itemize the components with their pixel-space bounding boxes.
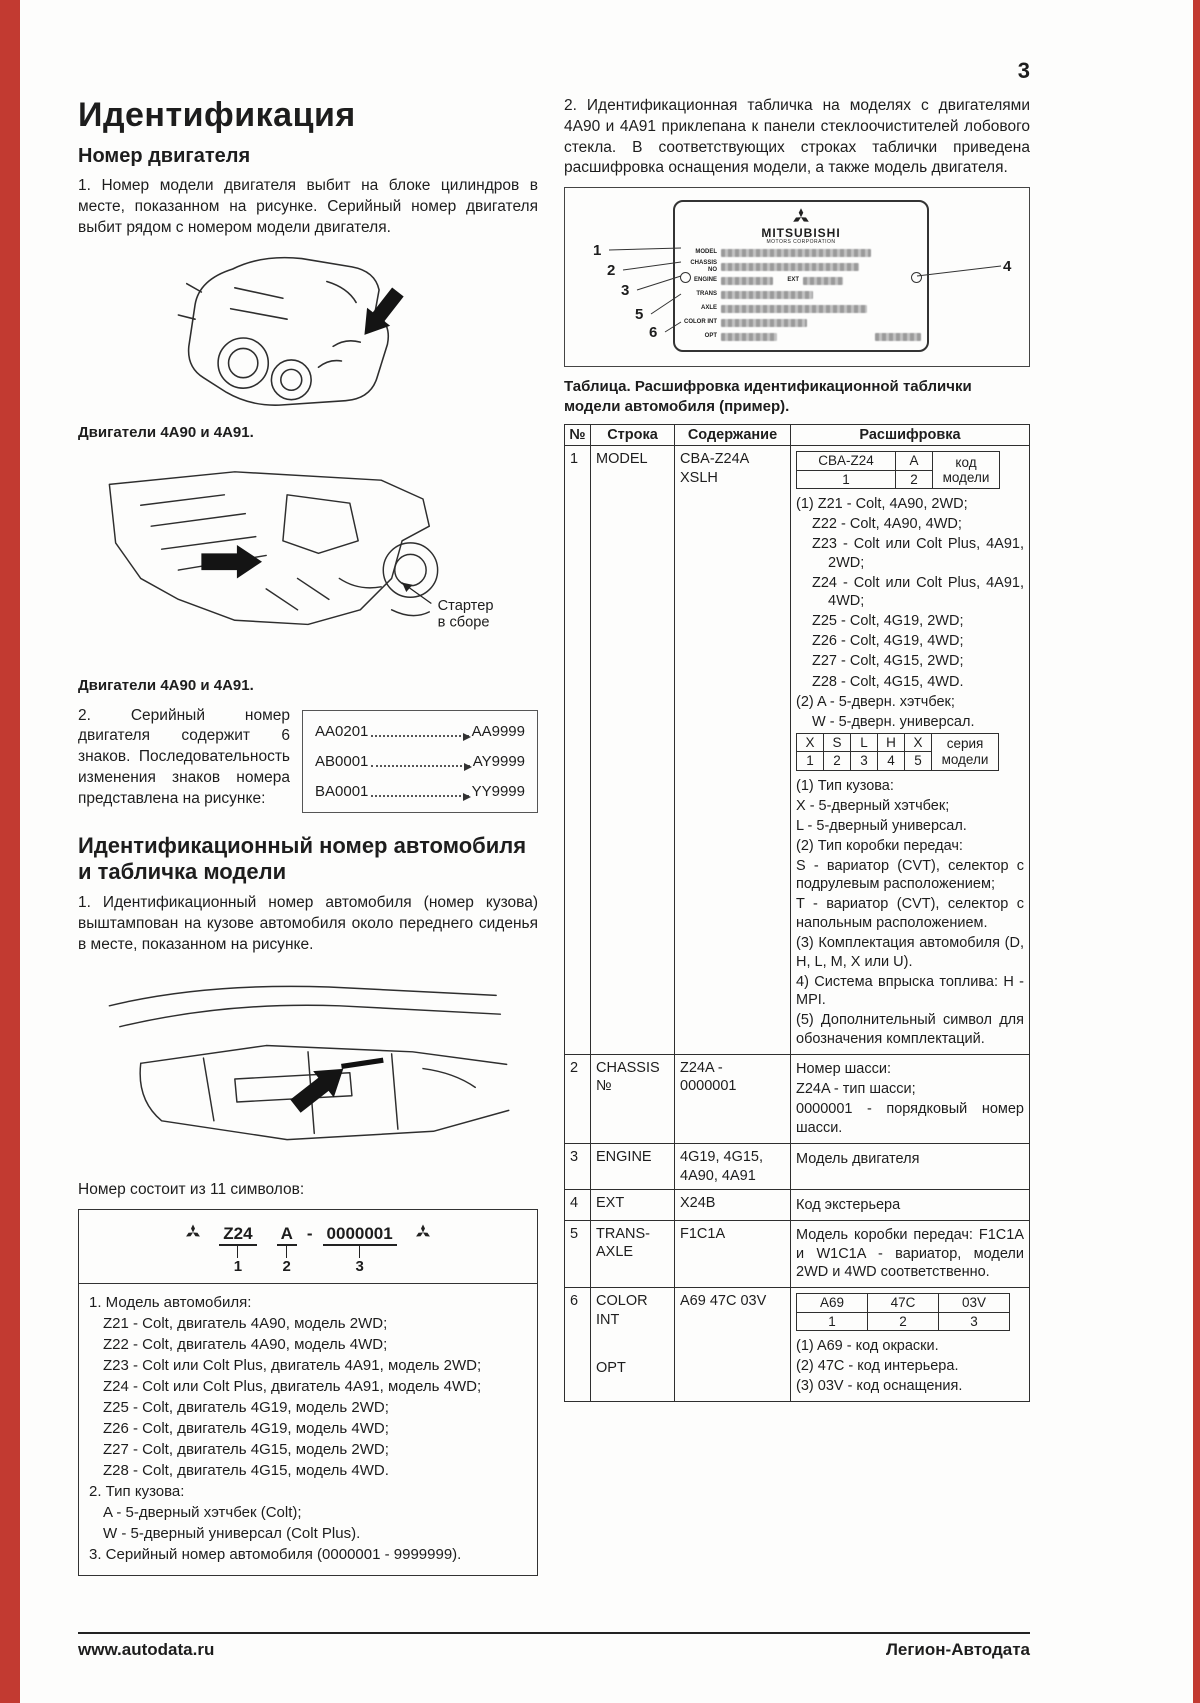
decode-line: (3) 03V - код оснащения. xyxy=(796,1378,963,1395)
page-title: Идентификация xyxy=(78,96,356,134)
sub-cell: 5 xyxy=(905,752,932,771)
vin-legend xyxy=(79,1284,537,1575)
cell-decode xyxy=(791,1220,1030,1288)
col-header-decode: Расшифровка xyxy=(791,425,1030,446)
vin-model-code: Z24 xyxy=(219,1224,256,1246)
cell-name: CHASSIS № xyxy=(591,1054,675,1143)
table-row-chassis xyxy=(565,1054,1030,1143)
figure-engine-side-view xyxy=(78,453,538,675)
cell-decode xyxy=(791,446,1030,1055)
plate-label: CHASSIS NO xyxy=(690,260,717,273)
plate-row-trans xyxy=(681,288,921,301)
page-footer xyxy=(78,1632,1030,1660)
table-row-ext xyxy=(565,1190,1030,1221)
vin-dash: - xyxy=(306,1223,313,1243)
serial-from: BA0001 xyxy=(315,782,369,800)
red-edge-right xyxy=(1193,0,1200,1703)
decode-line: (1) Z21 - Colt, 4A90, 2WD; xyxy=(796,496,968,513)
decode-table xyxy=(564,424,1030,1402)
engine-number-heading: Номер двигателя xyxy=(78,145,251,167)
cell-decode xyxy=(791,1288,1030,1402)
name-line: OPT xyxy=(596,1360,626,1377)
serial-range-row xyxy=(315,753,525,770)
sub-cell: 03V xyxy=(939,1294,1010,1313)
col-header-num: № xyxy=(565,425,591,446)
decode-line: (1) A69 - код окраски. xyxy=(796,1338,939,1355)
serial-to: AA9999 xyxy=(471,722,525,740)
plate-logo xyxy=(681,208,921,245)
plate-row-chassis xyxy=(681,260,921,273)
decode-line: L - 5-дверный универсал. xyxy=(796,817,967,834)
content-line: 4G19, 4G15, xyxy=(680,1149,764,1166)
sub-cell: X xyxy=(905,733,932,752)
sub-cell: 3 xyxy=(851,752,878,771)
serial-from: AB0001 xyxy=(315,752,369,770)
red-edge-left xyxy=(0,0,20,1703)
cell-content xyxy=(675,446,791,1055)
left-column xyxy=(78,96,538,1576)
rivet-hole-icon xyxy=(911,272,922,283)
legend-line: 2. Тип кузова: xyxy=(89,1482,185,1500)
decode-line: Z24A - тип шасси; xyxy=(796,1081,916,1098)
legend-line: Z26 - Colt, двигатель 4G19, модель 4WD; xyxy=(103,1419,389,1437)
arrow-leader-icon xyxy=(371,788,468,797)
plate-callout-5: 5 xyxy=(635,306,644,324)
sub-cell: 1 xyxy=(797,752,824,771)
legend-line: Z22 - Colt, двигатель 4А90, модель 4WD; xyxy=(103,1335,388,1353)
sub-label: код модели xyxy=(933,452,1000,489)
arrow-leader-icon xyxy=(371,728,468,737)
figure2-caption: Двигатели 4А90 и 4А91. xyxy=(78,676,254,694)
color-code-subtable xyxy=(796,1293,1010,1331)
legend-line: Z28 - Colt, двигатель 4G15, модель 4WD. xyxy=(103,1461,389,1479)
cell-name: EXT xyxy=(591,1190,675,1221)
serial-to: AY9999 xyxy=(472,752,525,770)
legend-line: A - 5-дверный хэтчбек (Colt); xyxy=(103,1503,302,1521)
decode-line: Z26 - Colt, 4G19, 4WD; xyxy=(812,633,964,650)
sub-cell: A69 xyxy=(797,1294,868,1313)
table-row-color-int-opt xyxy=(565,1288,1030,1402)
cell-num: 1 xyxy=(565,446,591,1055)
table-row-model xyxy=(565,446,1030,1055)
figure1-caption: Двигатели 4А90 и 4А91. xyxy=(78,423,254,441)
table-row-engine xyxy=(565,1144,1030,1190)
cell-num: 3 xyxy=(565,1144,591,1190)
content-line: XSLH xyxy=(680,469,718,486)
plate-field-blur xyxy=(721,305,867,313)
model-code-subtable xyxy=(796,451,1000,489)
serial-number-paragraph: 2. Серийный номер двигателя содержит 6 знаков. Последовательность изменения знаков номера представлена на рисунке: xyxy=(78,706,290,807)
col-header-stroka: Строка xyxy=(591,425,675,446)
cell-num: 2 xyxy=(565,1054,591,1143)
serial-to: YY9999 xyxy=(471,782,525,800)
vin-part-body xyxy=(277,1224,297,1275)
decode-line: (3) Комплектация автомобиля (D, H, L, M, X или U). xyxy=(796,935,1024,970)
serial-from: AA0201 xyxy=(315,722,369,740)
cell-content: A69 47C 03V xyxy=(675,1288,791,1402)
right-column xyxy=(564,96,1030,1576)
engine-number-paragraph: 1. Номер модели двигателя выбит на блоке цилиндров в месте, показанном на рисунке. Серийный номер двигателя выбит рядом с номером модели двигателя. xyxy=(78,177,538,236)
plate-paragraph: 2. Идентификационная табличка на моделях с двигателями 4А90 и 4А91 приклепана к панели стеклоочистителей лобового стекла. В соответствующих строках таблички приведена расшифровка оснащения модели, а также модель двигателя. xyxy=(564,97,1030,177)
engine-side-drawing xyxy=(78,453,538,675)
cell-name: ENGINE xyxy=(591,1144,675,1190)
cell-num: 5 xyxy=(565,1220,591,1288)
sub-label: серия модели xyxy=(932,733,999,770)
mitsubishi-brand: MITSUBISHI xyxy=(761,226,841,241)
decode-line: (2) Тип коробки передач: xyxy=(796,837,963,854)
decode-line: Номер шасси: xyxy=(796,1061,891,1078)
vin-heading: Идентификационный номер автомобиля и табличка модели xyxy=(78,833,527,885)
sub-cell: 4 xyxy=(878,752,905,771)
tick-line xyxy=(237,1246,238,1258)
decode-line: X - 5-дверный хэтчбек; xyxy=(796,797,950,814)
name-line: COLOR xyxy=(596,1293,648,1310)
plate-field-blur xyxy=(721,333,777,341)
legend-line: 1. Модель автомобиля: xyxy=(89,1293,252,1311)
vin-paragraph: 1. Идентификационный номер автомобиля (номер кузова) выштампован на кузове автомобиля около переднего сиденья в месте, показанном на рисунке. xyxy=(78,894,538,953)
vin-serial-code: 0000001 xyxy=(323,1224,397,1246)
mitsubishi-logo-icon xyxy=(185,1224,201,1242)
cell-content xyxy=(675,1144,791,1190)
vin-part-model xyxy=(219,1224,256,1275)
cell-name: MODEL xyxy=(591,446,675,1055)
cell-num: 4 xyxy=(565,1190,591,1221)
table-row-transaxle xyxy=(565,1220,1030,1288)
decode-line: Код экстерьера xyxy=(796,1196,901,1213)
car-floor-drawing xyxy=(78,964,538,1178)
plate-label: ENGINE xyxy=(693,277,717,284)
sub-cell: CBA-Z24 xyxy=(797,452,896,471)
tick-line xyxy=(286,1246,287,1258)
sub-cell: 47C xyxy=(868,1294,939,1313)
decode-line: Z25 - Colt, 4G19, 2WD; xyxy=(812,613,964,630)
decode-line: Z22 - Colt, 4A90, 4WD; xyxy=(812,516,962,533)
footer-rule xyxy=(78,1632,1030,1634)
figure-engine-top-view xyxy=(78,246,538,422)
cell-content: F1C1A xyxy=(675,1220,791,1288)
cell-content xyxy=(675,1054,791,1143)
footer-website: www.autodata.ru xyxy=(78,1640,215,1659)
plate-label: COLOR INT xyxy=(684,319,717,326)
sub-cell: 3 xyxy=(939,1312,1010,1331)
legend-line: Z25 - Colt, двигатель 4G19, модель 2WD; xyxy=(103,1398,389,1416)
cell-name xyxy=(591,1288,675,1402)
sub-cell: 2 xyxy=(896,470,933,489)
vin-part-serial xyxy=(323,1224,397,1275)
vin-body-code: A xyxy=(277,1224,297,1246)
mitsubishi-brand-sub: MOTORS CORPORATION xyxy=(766,239,836,246)
name-line: INT xyxy=(596,1311,620,1328)
decode-line: Z23 - Colt или Colt Plus, 4A91, 2WD; xyxy=(812,536,1024,571)
decode-line: Модель коробки передач: F1C1A и W1C1A - вариатор, модели 2WD и 4WD соответственно. xyxy=(796,1227,1024,1281)
legend-line: Z23 - Colt или Colt Plus, двигатель 4А91, модель 2WD; xyxy=(103,1356,482,1374)
series-code-subtable xyxy=(796,733,999,771)
decode-line: Z24 - Colt или Colt Plus, 4A91, 4WD; xyxy=(812,574,1024,610)
plate-label: OPT xyxy=(704,333,717,340)
stamp-mark xyxy=(341,1060,383,1066)
plate-field-blur xyxy=(721,291,813,299)
plate-label: TRANS xyxy=(696,291,717,298)
starter-label-line1: Стартер xyxy=(437,597,494,614)
footer-publisher: Легион-Автодата xyxy=(885,1640,1030,1659)
location-arrow-icon xyxy=(201,545,262,578)
starter-label-line2: в сборе xyxy=(437,614,490,631)
decode-line: 4) Система впрыска топлива: H - MPI. xyxy=(796,973,1024,1009)
plate-label-ext: EXT xyxy=(787,277,799,284)
rivet-hole-icon xyxy=(680,272,691,283)
plate-callout-3: 3 xyxy=(621,282,630,300)
plate-row-axle xyxy=(681,302,921,315)
sub-cell: 2 xyxy=(824,752,851,771)
vin-callout-1: 1 xyxy=(233,1257,243,1275)
sub-cell: A xyxy=(896,452,933,471)
serial-number-section xyxy=(78,706,538,818)
vin-intro: Номер состоит из 11 символов: xyxy=(78,1180,305,1198)
legend-line: 3. Серийный номер автомобиля (0000001 - 9999999). xyxy=(89,1545,462,1563)
plate-field-blur xyxy=(875,333,921,341)
serial-range-row xyxy=(315,723,525,740)
page-number: 3 xyxy=(1017,58,1030,83)
decode-line: Z28 - Colt, 4G15, 4WD. xyxy=(812,673,964,690)
decode-line: T - вариатор (CVT), селектор с напольным расположением. xyxy=(796,896,1024,932)
plate-callout-2: 2 xyxy=(607,262,616,280)
plate-field-blur xyxy=(721,263,859,271)
content-line: 0000001 xyxy=(680,1078,737,1095)
page-content xyxy=(78,96,1030,1576)
decode-line: W - 5-дверн. универсал. xyxy=(812,713,975,730)
decode-line: S - вариатор (CVT), селектор с подрулевым расположением; xyxy=(796,857,1024,893)
mitsubishi-logo-icon xyxy=(792,208,810,222)
plate-callout-6: 6 xyxy=(649,324,658,342)
sub-cell: 1 xyxy=(797,470,896,489)
engine-top-drawing xyxy=(78,246,538,422)
cell-num: 6 xyxy=(565,1288,591,1402)
cell-name: TRANS-AXLE xyxy=(591,1220,675,1288)
figure-body-stamp-location xyxy=(78,964,538,1178)
plate-label: MODEL xyxy=(695,249,717,256)
mitsubishi-logo-icon xyxy=(415,1224,431,1242)
plate-label: AXLE xyxy=(700,305,717,312)
plate-row-color-int xyxy=(681,316,921,329)
plate-callout-1: 1 xyxy=(593,242,602,260)
legend-line: Z27 - Colt, двигатель 4G15, модель 2WD; xyxy=(103,1440,389,1458)
plate-field-blur xyxy=(721,277,773,285)
decode-line: (2) A - 5-дверн. хэтчбек; xyxy=(796,693,955,710)
legend-line: Z21 - Colt, двигатель 4А90, модель 2WD; xyxy=(103,1314,388,1332)
id-plate xyxy=(673,200,929,352)
sub-cell: L xyxy=(851,733,878,752)
decode-table-caption: Таблица. Расшифровка идентификационной таблички модели автомобиля (пример). xyxy=(564,378,972,415)
cell-decode xyxy=(791,1190,1030,1221)
plate-row-opt xyxy=(681,330,921,343)
content-line: 4A90, 4A91 xyxy=(680,1167,756,1184)
decode-line: (1) Тип кузова: xyxy=(796,777,894,794)
plate-row-model xyxy=(681,246,921,259)
content-line: Z24A - xyxy=(680,1059,723,1076)
table-header-row xyxy=(565,425,1030,446)
figure-id-plate xyxy=(564,187,1030,367)
sub-cell: H xyxy=(878,733,905,752)
vin-callout-3: 3 xyxy=(355,1257,364,1275)
vin-number-box xyxy=(78,1209,538,1576)
sub-cell: 2 xyxy=(868,1312,939,1331)
cell-content: X24B xyxy=(675,1190,791,1221)
plate-row-engine xyxy=(681,274,921,287)
decode-line: 0000001 - порядковый номер шасси. xyxy=(796,1101,1024,1136)
sub-cell: X xyxy=(797,733,824,752)
plate-field-blur xyxy=(721,319,807,327)
starter-pointer-icon xyxy=(402,583,412,592)
content-line: CBA-Z24A xyxy=(680,451,750,468)
cell-decode xyxy=(791,1054,1030,1143)
sub-cell: S xyxy=(824,733,851,752)
plate-field-blur xyxy=(803,277,843,285)
plate-field-blur xyxy=(721,249,871,257)
sub-cell: 1 xyxy=(797,1312,868,1331)
vin-callout-2: 2 xyxy=(282,1257,291,1275)
serial-number-diagram xyxy=(302,710,538,813)
decode-line: Модель двигателя xyxy=(796,1150,920,1167)
decode-line: (5) Дополнительный символ для обозначения комплектаций. xyxy=(796,1012,1024,1047)
col-header-content: Содержание xyxy=(675,425,791,446)
tick-line xyxy=(359,1246,360,1258)
vin-diagram xyxy=(79,1210,537,1284)
location-arrow-icon xyxy=(353,283,410,344)
serial-range-row xyxy=(315,783,525,800)
legend-line: W - 5-дверный универсал (Colt Plus). xyxy=(103,1524,361,1542)
arrow-leader-icon xyxy=(371,758,469,767)
legend-line: Z24 - Colt или Colt Plus, двигатель 4А91, модель 4WD; xyxy=(103,1377,482,1395)
plate-callout-4: 4 xyxy=(1003,258,1012,276)
decode-line: Z27 - Colt, 4G15, 2WD; xyxy=(812,653,964,670)
cell-decode xyxy=(791,1144,1030,1190)
decode-line: (2) 47C - код интерьера. xyxy=(796,1358,959,1375)
